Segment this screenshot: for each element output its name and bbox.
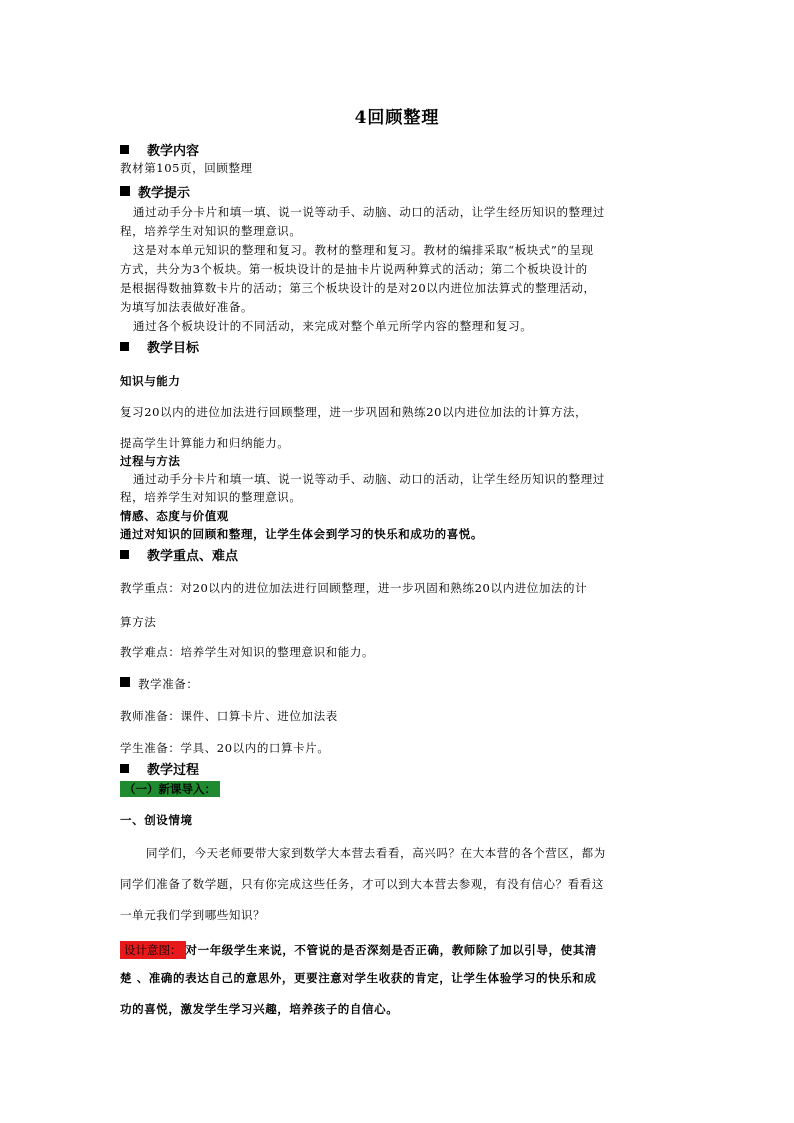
paragraph-line: 是根据得数抽算数卡片的活动；第三个板块设计的是对20以内进位加法算式的整理活动， — [120, 281, 596, 295]
paragraph-line: 程，培养学生对知识的整理意识。 — [120, 224, 302, 238]
section-heading-goals: 教学目标 — [120, 337, 199, 356]
section-heading-process: 教学过程 — [120, 759, 199, 778]
section-heading-content: 教学内容 — [120, 140, 199, 159]
bullet-square-icon — [120, 764, 129, 773]
paragraph-line: 同学们，今天老师要带大家到数学大本营去看看，高兴吗？在大本营的各个营区，都为 — [146, 846, 606, 860]
bullet-square-icon — [120, 145, 129, 154]
bullet-square-icon — [120, 550, 129, 559]
paragraph-line: 功的喜悦，激发学生学习兴趣，培养孩子的自信心。 — [120, 1002, 399, 1016]
paragraph-line: 教学难点：培养学生对知识的整理意识和能力。 — [120, 645, 375, 659]
new-lesson-intro-highlight: （一）新课导入： — [120, 778, 220, 797]
paragraph-line: 通过各个板块设计的不同活动，来完成对整个单元所学内容的整理和复习。 — [133, 319, 533, 333]
paragraph-line: 楚 、准确的表达自己的意思外，更要注意对学生收获的肯定，让学生体验学习的快乐和成 — [120, 971, 597, 985]
paragraph-line: 通过动手分卡片和填一填、说一说等动手、动脑、动口的活动，让学生经历知识的整理过 — [133, 472, 605, 486]
paragraph-line: 这是对本单元知识的整理和复习。教材的整理和复习。教材的编排采取“板块式”的呈现 — [133, 243, 594, 257]
paragraph-line: 同学们准备了数学题，只有你完成这些任务，才可以到大本营去参观，有没有信心？看看这 — [120, 877, 604, 891]
design-intent-line: 设计意图： 对一年级学生来说，不管说的是否深刻是否正确，教师除了加以引导，使其清 — [120, 939, 597, 958]
section-heading-tips: 教学提示 — [120, 182, 190, 201]
paragraph-line: 通过对知识的回顾和整理，让学生体会到学习的快乐和成功的喜悦。 — [120, 527, 483, 541]
textbook-reference: 教材第105页，回顾整理 — [120, 161, 253, 175]
paragraph-line: 算方法 — [120, 615, 157, 629]
bullet-square-icon — [120, 186, 130, 196]
paragraph-line: 通过动手分卡片和填一填、说一说等动手、动脑、动口的活动，让学生经历知识的整理过 — [133, 205, 605, 219]
subheading-create-scenario: 一、创设情境 — [120, 813, 193, 827]
subheading-knowledge: 知识与能力 — [120, 374, 181, 388]
subheading-process: 过程与方法 — [120, 454, 181, 468]
paragraph-line: 提高学生计算能力和归纳能力。 — [120, 436, 290, 450]
section-heading-preparation: 教学准备： — [120, 676, 199, 692]
section-heading-key-points: 教学重点、难点 — [120, 545, 238, 564]
page-title: 4回顾整理 — [354, 108, 440, 128]
subheading-attitude: 情感、态度与价值观 — [120, 509, 229, 523]
paragraph-line: 程，培养学生对知识的整理意识。 — [120, 490, 302, 504]
bullet-square-icon — [120, 677, 130, 687]
paragraph-line: 一单元我们学到哪些知识？ — [120, 908, 266, 922]
paragraph-line: 学生准备：学具、20以内的口算卡片。 — [120, 741, 330, 755]
paragraph-line: 方式，共分为3个板块。第一板块设计的是抽卡片说两种算式的活动；第二个板块设计的 — [120, 262, 588, 276]
paragraph-line: 复习20以内的进位加法进行回顾整理，进一步巩固和熟练20以内进位加法的计算方法， — [120, 405, 588, 419]
paragraph-line: 教师准备：课件、口算卡片、进位加法表 — [120, 709, 338, 723]
bullet-square-icon — [120, 342, 129, 351]
paragraph-line: 为填写加法表做好准备。 — [120, 300, 254, 314]
design-intent-label: 设计意图： — [120, 941, 186, 959]
paragraph-line: 教学重点：对20以内的进位加法进行回顾整理，进一步巩固和熟练20以内进位加法的计 — [120, 581, 588, 595]
